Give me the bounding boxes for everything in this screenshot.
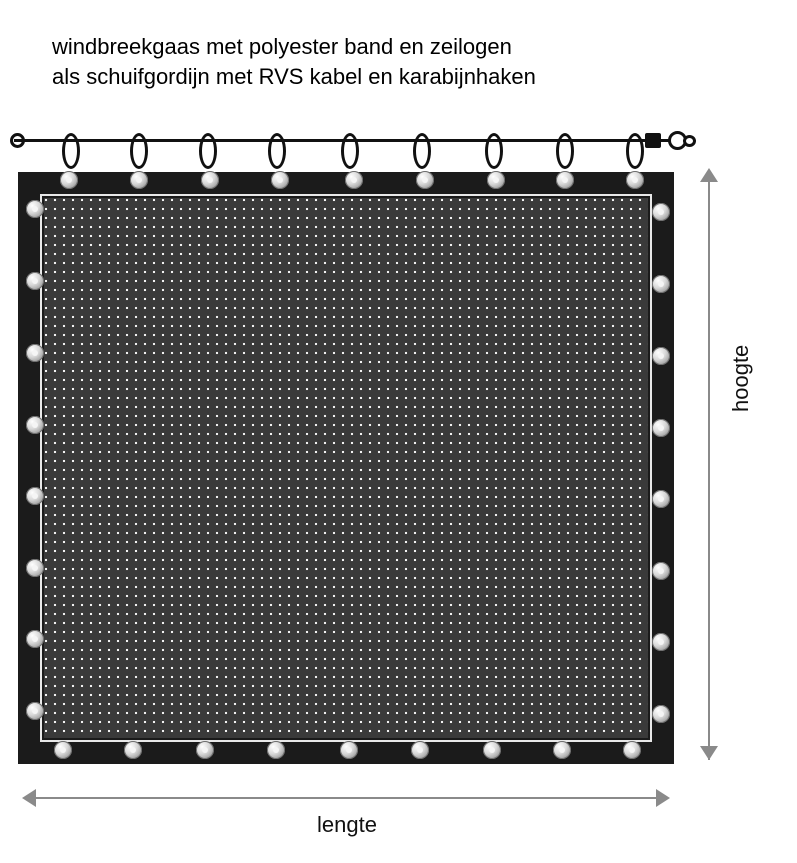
title-line-2: als schuifgordijn met RVS kabel en karabijnhaken (52, 64, 536, 89)
eyelet (553, 741, 571, 759)
eyelet (26, 416, 44, 434)
eyelet (652, 490, 670, 508)
eyelet (196, 741, 214, 759)
carabiner-hook (626, 133, 644, 169)
eyelet (26, 487, 44, 505)
net-band-inner-stitch-line (40, 194, 652, 742)
eyelet (201, 171, 219, 189)
eyelet (483, 741, 501, 759)
title-line-1: windbreekgaas met polyester band en zeilogen (52, 34, 512, 59)
eyelet (623, 741, 641, 759)
cable-tensioner-icon (645, 133, 661, 148)
carabiner-hook (199, 133, 217, 169)
eyelet (652, 275, 670, 293)
eyelet (26, 630, 44, 648)
eyelet (487, 171, 505, 189)
carabiner-hook (268, 133, 286, 169)
eyelet (652, 419, 670, 437)
eyelet (54, 741, 72, 759)
height-arrow-up-icon (700, 168, 718, 182)
height-label: hoogte (728, 344, 753, 412)
carabiner-hook (556, 133, 574, 169)
eyelet (60, 171, 78, 189)
eyelet (345, 171, 363, 189)
eyelet (416, 171, 434, 189)
eyelet (124, 741, 142, 759)
eyelet (652, 203, 670, 221)
eyelet (652, 633, 670, 651)
eyelet (130, 171, 148, 189)
carabiner-hook (413, 133, 431, 169)
carabiner-hook (130, 133, 148, 169)
eyelet (26, 344, 44, 362)
height-arrow-down-icon (700, 746, 718, 760)
length-dimension-line (36, 797, 658, 799)
eyelet (652, 705, 670, 723)
eyelet (652, 347, 670, 365)
eyelet (26, 559, 44, 577)
eyelet (411, 741, 429, 759)
eyelet (26, 702, 44, 720)
carabiner-hook (341, 133, 359, 169)
cable-eye-right-small-icon (683, 135, 696, 147)
length-arrow-left-icon (22, 789, 36, 807)
carabiner-hook (62, 133, 80, 169)
height-dimension-line (708, 172, 710, 760)
eyelet (556, 171, 574, 189)
eyelet (626, 171, 644, 189)
length-label: lengte (317, 812, 377, 837)
eyelet (340, 741, 358, 759)
eyelet (271, 171, 289, 189)
eyelet (652, 562, 670, 580)
length-arrow-right-icon (656, 789, 670, 807)
eyelet (26, 272, 44, 290)
carabiner-hook (485, 133, 503, 169)
diagram-title (52, 32, 752, 92)
eyelet (267, 741, 285, 759)
eyelet (26, 200, 44, 218)
